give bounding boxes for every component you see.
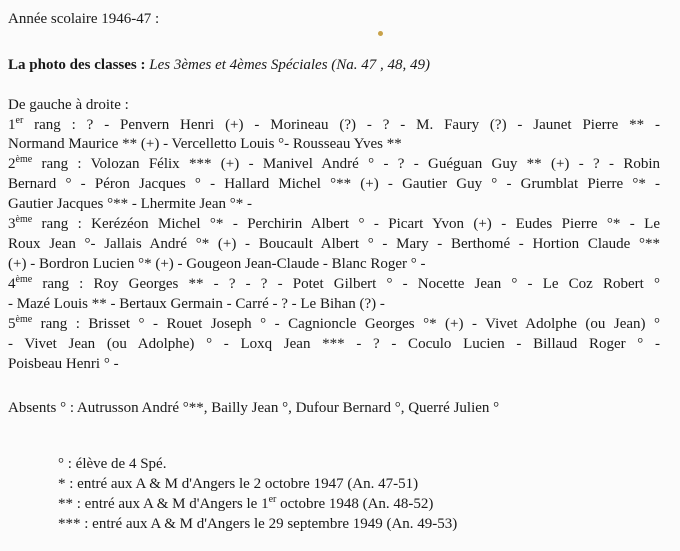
row-2-line-2: Bernard ° - Péron Jacques ° - Hallard Michel °** (+) - Gautier Guy ° - Grumblat Pierre °* - xyxy=(8,176,660,192)
note-1948-sup: er xyxy=(268,494,277,505)
row-4-line-1 xyxy=(8,275,660,294)
row-2-line-1 xyxy=(8,155,660,174)
absents-line: Absents ° : Autrusson André °**, Bailly Jean °, Dufour Bernard °, Querré Julien ° xyxy=(8,400,500,416)
row-2-num: 2 xyxy=(8,156,16,172)
row-5-line-2: - Vivet Jean (ou Adolphe) ° - Loxq Jean *** - ? - Coculo Lucien - Billaud Roger ° - xyxy=(8,336,660,352)
note-1948 xyxy=(58,495,433,514)
row-5-line-1 xyxy=(8,315,660,334)
paper-speck xyxy=(378,31,383,36)
photo-label: La photo des classes : xyxy=(8,57,146,73)
note-1949: *** : entré aux A & M d'Angers le 29 septembre 1949 (An. 49-53) xyxy=(58,516,458,532)
row-5-num: 5 xyxy=(8,316,16,332)
row-3-line-1 xyxy=(8,215,660,234)
row-2-text: rang : Volozan Félix *** (+) - Manivel André ° - ? - Guéguan Guy ** (+) - ? - Robin xyxy=(32,156,660,172)
row-4-sup: ème xyxy=(15,274,33,285)
row-1-line-2: Normand Maurice ** (+) - Vercelletto Louis °- Rousseau Yves ** xyxy=(8,136,402,152)
note-4-spe: ° : élève de 4 Spé. xyxy=(58,456,167,472)
row-1-text: rang : ? - Penvern Henri (+) - Morineau (?) - ? - M. Faury (?) - Jaunet Pierre ** - xyxy=(23,117,660,133)
row-4-text: rang : Roy Georges ** - ? - ? - Potet Gilbert ° - Nocette Jean ° - Le Coz Robert ° xyxy=(32,276,660,292)
row-1-sup: er xyxy=(15,115,24,126)
row-5-sup: ème xyxy=(15,314,33,325)
note-1948-b: octobre 1948 (An. 48-52) xyxy=(276,496,434,512)
row-4-line-2: - Mazé Louis ** - Bertaux Germain - Carré - ? - Le Bihan (?) - xyxy=(8,296,385,312)
list-intro: De gauche à droite : xyxy=(8,97,129,113)
note-1948-a: ** : entré aux A & M d'Angers le 1 xyxy=(58,496,269,512)
photo-title: Les 3èmes et 4èmes Spéciales (Na. 47 , 48, 49) xyxy=(149,57,431,73)
note-1947: * : entré aux A & M d'Angers le 2 octobre 1947 (An. 47-51) xyxy=(58,476,419,492)
row-5-line-3: Poisbeau Henri ° - xyxy=(8,356,119,372)
row-5-text: rang : Brisset ° - Rouet Joseph ° - Cagnioncle Georges °* (+) - Vivet Adolphe (ou Jean) ° xyxy=(32,316,660,332)
row-2-line-3: Gautier Jacques °** - Lhermite Jean °* - xyxy=(8,196,252,212)
row-3-sup: ème xyxy=(15,214,33,225)
photo-heading xyxy=(8,56,430,75)
row-3-line-3: (+) - Bordron Lucien °* (+) - Gougeon Jean-Claude - Blanc Roger ° - xyxy=(8,256,426,272)
row-1-num: 1 xyxy=(8,117,16,133)
row-3-num: 3 xyxy=(8,216,16,232)
school-year: Année scolaire 1946-47 : xyxy=(8,11,160,27)
row-3-text: rang : Kerézéon Michel °* - Perchirin Albert ° - Picart Yvon (+) - Eudes Pierre °* - Le xyxy=(32,216,660,232)
row-1-line-1 xyxy=(8,116,660,135)
row-3-line-2: Roux Jean °- Jallais André °* (+) - Boucault Albert ° - Mary - Berthomé - Hortion Claude °** xyxy=(8,236,660,252)
row-2-sup: ème xyxy=(15,154,33,165)
row-4-num: 4 xyxy=(8,276,16,292)
